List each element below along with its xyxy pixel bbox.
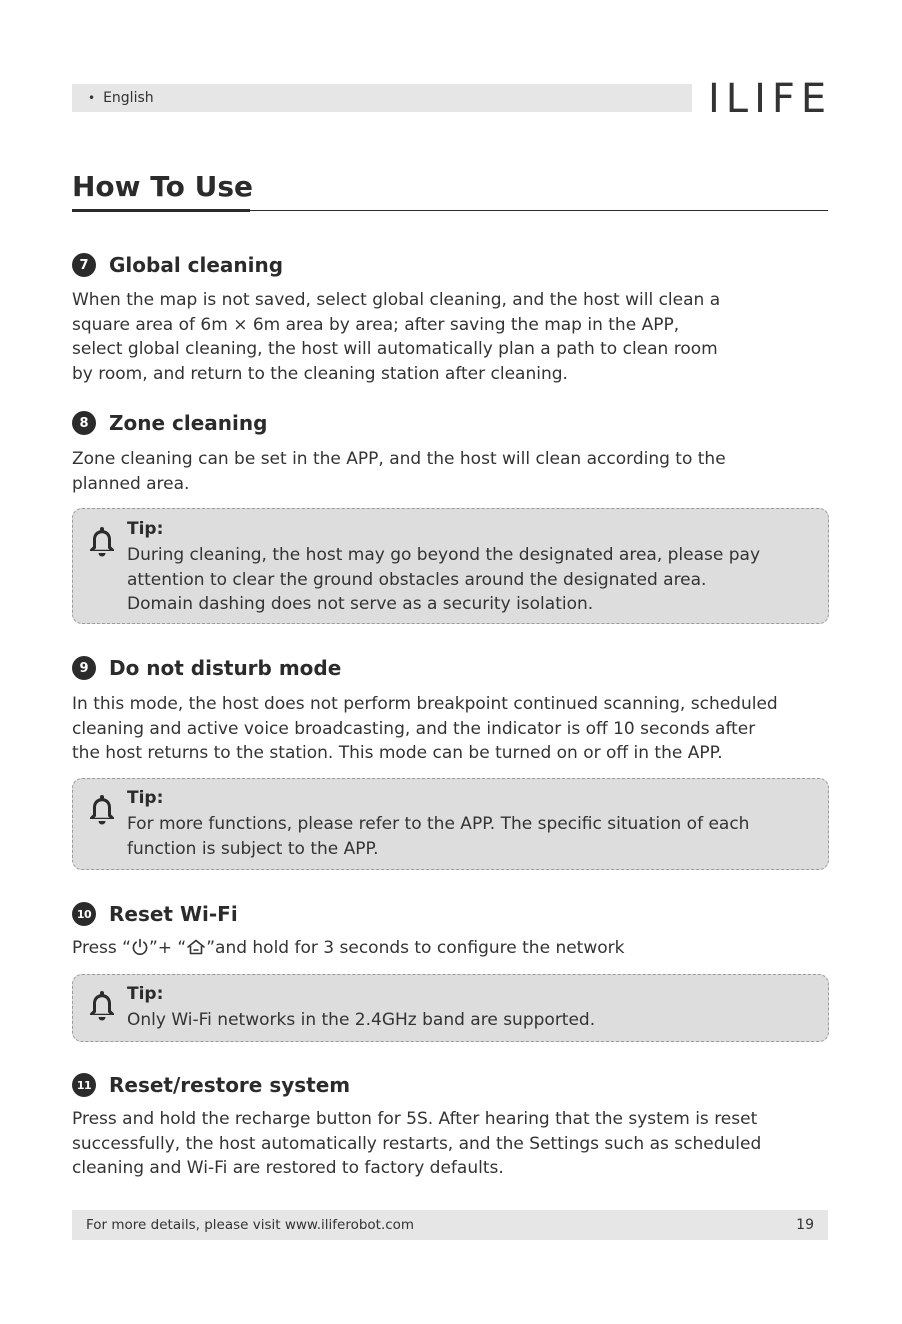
body-line: Zone cleaning can be set in the APP, and the host will clean according to the <box>72 449 726 469</box>
power-icon <box>131 938 149 964</box>
tip-label: Tip: <box>127 519 164 539</box>
bell-icon <box>87 793 117 829</box>
section-header-10 <box>72 902 238 926</box>
press-text-mid: ”+ “ <box>148 938 187 958</box>
section-number-badge: 9 <box>72 656 96 680</box>
home-icon <box>186 938 206 964</box>
section-body-7 <box>72 288 832 386</box>
section-number-badge: 11 <box>72 1073 96 1097</box>
title-underline <box>72 209 250 212</box>
language-label: English <box>103 90 154 106</box>
tip-text <box>127 1008 817 1033</box>
section-body-8 <box>72 447 832 496</box>
tip-text <box>127 812 817 861</box>
footer-bar <box>72 1210 828 1240</box>
section-title: Reset Wi-Fi <box>109 902 238 926</box>
tip-line: During cleaning, the host may go beyond the designated area, please pay <box>127 545 761 565</box>
tip-line: For more functions, please refer to the APP. The specific situation of each <box>127 814 750 834</box>
tip-line: Domain dashing does not serve as a security isolation. <box>127 594 594 614</box>
body-line: cleaning and Wi-Fi are restored to factory defaults. <box>72 1158 504 1178</box>
tip-line: Only Wi-Fi networks in the 2.4GHz band are supported. <box>127 1010 596 1030</box>
tip-text <box>127 543 817 617</box>
section-title: Do not disturb mode <box>109 656 342 680</box>
section-header-8 <box>72 411 267 435</box>
bell-icon <box>87 525 117 561</box>
section-header-7 <box>72 253 283 277</box>
tip-box <box>72 508 829 624</box>
section-number-badge: 10 <box>72 902 96 926</box>
section-number-badge: 8 <box>72 411 96 435</box>
section-body-9 <box>72 692 832 766</box>
body-line: When the map is not saved, select global cleaning, and the host will clean a <box>72 290 721 310</box>
press-text-post: ”and hold for 3 seconds to configure the network <box>206 938 625 958</box>
bullet: • <box>88 91 96 105</box>
footer-note: For more details, please visit www.iliferobot.com <box>86 1217 415 1233</box>
body-line: square area of 6m × 6m area by area; after saving the map in the APP, <box>72 314 680 335</box>
body-line: Press and hold the recharge button for 5S. After hearing that the system is reset <box>72 1109 758 1129</box>
tip-label: Tip: <box>127 788 164 808</box>
body-line: select global cleaning, the host will automatically plan a path to clean room <box>72 339 718 359</box>
section-header-11 <box>72 1073 350 1097</box>
section-number-badge: 7 <box>72 253 96 277</box>
page-title: How To Use <box>72 170 254 203</box>
section-title: Global cleaning <box>109 253 284 277</box>
section-title: Reset/restore system <box>109 1073 351 1097</box>
tip-box <box>72 974 829 1042</box>
language-bar <box>72 84 692 112</box>
body-line: In this mode, the host does not perform breakpoint continued scanning, scheduled <box>72 694 778 714</box>
tip-box <box>72 778 829 870</box>
tip-line: function is subject to the APP. <box>127 838 379 859</box>
tip-label: Tip: <box>127 984 164 1004</box>
page-number: 19 <box>796 1217 814 1233</box>
tip-line: attention to clear the ground obstacles around the designated area. <box>127 569 707 590</box>
bell-icon <box>87 989 117 1025</box>
section-title: Zone cleaning <box>109 411 268 435</box>
body-line: by room, and return to the cleaning station after cleaning. <box>72 363 568 384</box>
brand-logo: ILIFE <box>708 76 833 122</box>
press-text-pre: Press “ <box>72 938 131 958</box>
body-line: the host returns to the station. This mode can be turned on or off in the APP. <box>72 743 723 763</box>
section-body-10 <box>72 936 832 964</box>
section-header-9 <box>72 656 341 680</box>
body-line: planned area. <box>72 473 190 494</box>
section-body-11 <box>72 1107 832 1181</box>
body-line: cleaning and active voice broadcasting, and the indicator is off 10 seconds after <box>72 718 756 739</box>
body-line: successfully, the host automatically restarts, and the Settings such as scheduled <box>72 1133 762 1154</box>
